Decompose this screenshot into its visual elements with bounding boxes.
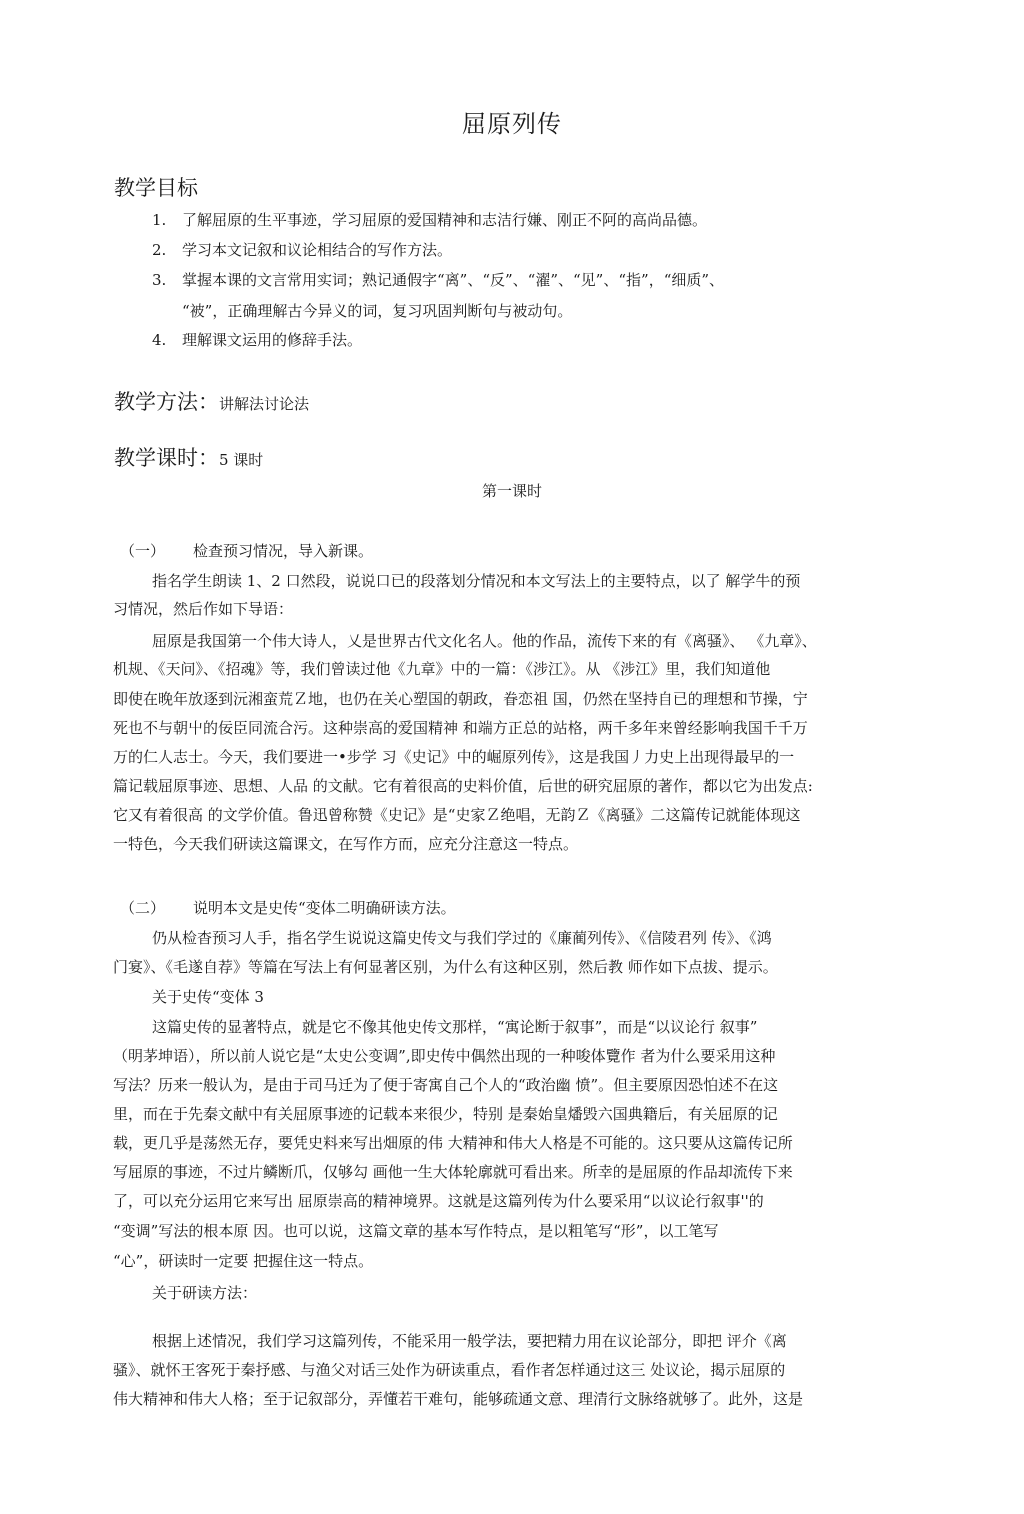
objectives-heading: 教学目标 <box>114 176 198 200</box>
paragraph-line: （明茅坤语），所以前人说它是“太史公变调”,即史传中偶然出现的一种唆体覽作 者为什么要采用这种 <box>113 1047 776 1065</box>
objective-number: 1. <box>152 211 167 229</box>
objective-text: 理解课文运用的修辞手法。 <box>182 331 363 349</box>
objective-text: 学习本文记叙和议论相结合的写作方法。 <box>182 241 453 259</box>
paragraph-line: 万的仁人志士。今天，我们要进一•步学 习《史记》中的崛原列传》，这是我国丿力史上出现得最早的一 <box>113 748 795 766</box>
paragraph-line: 它又有着很高 的文学价值。鲁迅曾称赞《史记》是“史家Ｚ绝唱，无韵Ｚ《离骚》二这篇传记就能体现这 <box>113 806 801 824</box>
section-title: 检查预习情况，导入新课。 <box>193 542 374 560</box>
paragraph-line: 写法？历来一般认为，是由于司马迁为了便于寄寓自己个人的“政治幽 愤”。但主要原因恐怕述不在这 <box>113 1076 779 1094</box>
paragraph-line: “心”，研读时一定要 把握住这一特点。 <box>113 1252 374 1270</box>
paragraph-line: 载，更几乎是荡然无存，要凭史料来写出畑原的伟 大精神和伟大人格是不可能的。这只要从这篇传记所 <box>113 1134 793 1152</box>
objective-text-continued: “被”，正确理解古今异义的词，复习巩固判断句与被动句。 <box>182 302 573 320</box>
objective-text: 了解屈原的生平事迹，学习屈原的爱国精神和志洁行嫌、刚正不阿的高尚品德。 <box>182 211 708 229</box>
paragraph-line: 机规、《天问》、《招魂》等，我们曾读过他《九章》中的一篇：《涉江》。从 《涉江》里，我们知道他 <box>113 660 771 678</box>
hours-line <box>114 442 263 472</box>
paragraph-line: 了，可以充分运用它来写出 屈原崇高的精神境界。这就是这篇列传为什么要采用“以议论行叙事''的 <box>113 1192 764 1210</box>
objective-number: 3. <box>152 271 167 289</box>
section-title: 说明本文是史传“变体二明确研读方法。 <box>193 899 456 917</box>
paragraph-line: 写屈原的事迹，不过片鳞断爪，仅够勾 画他一生大体轮廓就可看出来。所幸的是屈原的作品却流传下来 <box>113 1163 793 1181</box>
paragraph-line: 骚》、就怀王客死于秦抒感、与渔父对话三处作为研读重点，看作者怎样通过这三 处议论，揭示屈原的 <box>113 1361 786 1379</box>
paragraph-line: 屈原是我国第一个伟大诗人，乂是世界古代文化名人。他的作品，流传下来的有《离骚》、 《九章》、 <box>152 632 817 650</box>
paragraph-line: 即使在晚年放逐到沅湘蛮荒Ｚ地，也仍在关心塑国的朝政，眷恋祖 国，仍然在坚持自已的理想和节操，宁 <box>113 690 808 708</box>
subheading: 关于史传“变体 3 <box>152 988 264 1006</box>
hours-value: 5 课时 <box>219 451 264 469</box>
paragraph-line: “变调”写法的根本原 因。也可以说，这篇文章的基本写作特点，是以粗笔写“形”，以工笔写 <box>113 1222 719 1240</box>
method-label: 教学方法： <box>114 390 219 414</box>
paragraph-line: 伟大精神和伟大人格；至于记叙部分，弄懂若干难句，能够疏通文意、理清行文脉络就够了。此外，这是 <box>113 1390 804 1408</box>
objective-number: 4. <box>152 331 167 349</box>
lesson-title: 第一课时 <box>481 482 542 500</box>
section-marker: （一） <box>120 542 166 560</box>
objective-number: 2. <box>152 241 167 259</box>
objective-item <box>152 240 452 260</box>
document-title: 屈原列传 <box>462 110 562 138</box>
section-heading <box>120 897 456 918</box>
hours-label: 教学课时： <box>114 446 219 470</box>
objective-item <box>152 210 707 230</box>
objective-item <box>152 270 724 290</box>
paragraph-line: 这篇史传的显著特点，就是它不像其他史传文那样，“寓论断于叙事”，而是“以议论行 叙事” <box>152 1018 758 1036</box>
paragraph-line: 指名学生朗读 1、2 口然段，说说口已的段落划分情况和本文写法上的主要特点，以了 解学牛的预 <box>152 572 801 590</box>
section-heading <box>120 540 373 561</box>
paragraph-line: 死也不与朝屮的佞臣同流合污。这种崇高的爱国精神 和端方正总的站格，两千多年来曾经影响我国千千万 <box>113 719 808 737</box>
subheading: 关于研读方法： <box>152 1284 258 1302</box>
objective-text: 掌握本课的文言常用实词；熟记通假字“离”、“反”、“濯”、“见”、“指”，“细质”、 <box>182 271 725 289</box>
paragraph-line: 根据上述情况，我们学习这篇列传，不能采用一般学法，要把精力用在议论部分，即把 评介《离 <box>152 1332 787 1350</box>
section-marker: （二） <box>120 899 166 917</box>
paragraph-line: 习情况，然后作如下导语： <box>113 600 294 618</box>
method-line <box>114 386 309 416</box>
paragraph-line: 门宴》、《毛遂自荐》等篇在写法上有何显著区别，为什么有这种区别，然后教 师作如下点拔、提示。 <box>113 958 778 976</box>
method-value: 讲解法讨论法 <box>219 395 310 413</box>
paragraph-line: 仍从检杳预习人手，指名学生说说这篇史传文与我们学过的《廉蔺列传》、《信陵君列 传》、《鸿 <box>152 929 772 947</box>
paragraph-line: 篇记载屈原事迹、思想、人品 的文献。它有着很高的史料价值，后世的研究屈原的著作，都以它为出发点: <box>113 777 813 795</box>
objective-item <box>152 330 362 350</box>
paragraph-line: 一特色，今天我们研读这篇课文，在写作方而，应充分注意这一特点。 <box>113 835 579 853</box>
paragraph-line: 里，而在于先秦文献中有关屈原事迹的记载本来很少，特别 是秦始皇燔毁六国典籍后，有关屈原的记 <box>113 1105 778 1123</box>
